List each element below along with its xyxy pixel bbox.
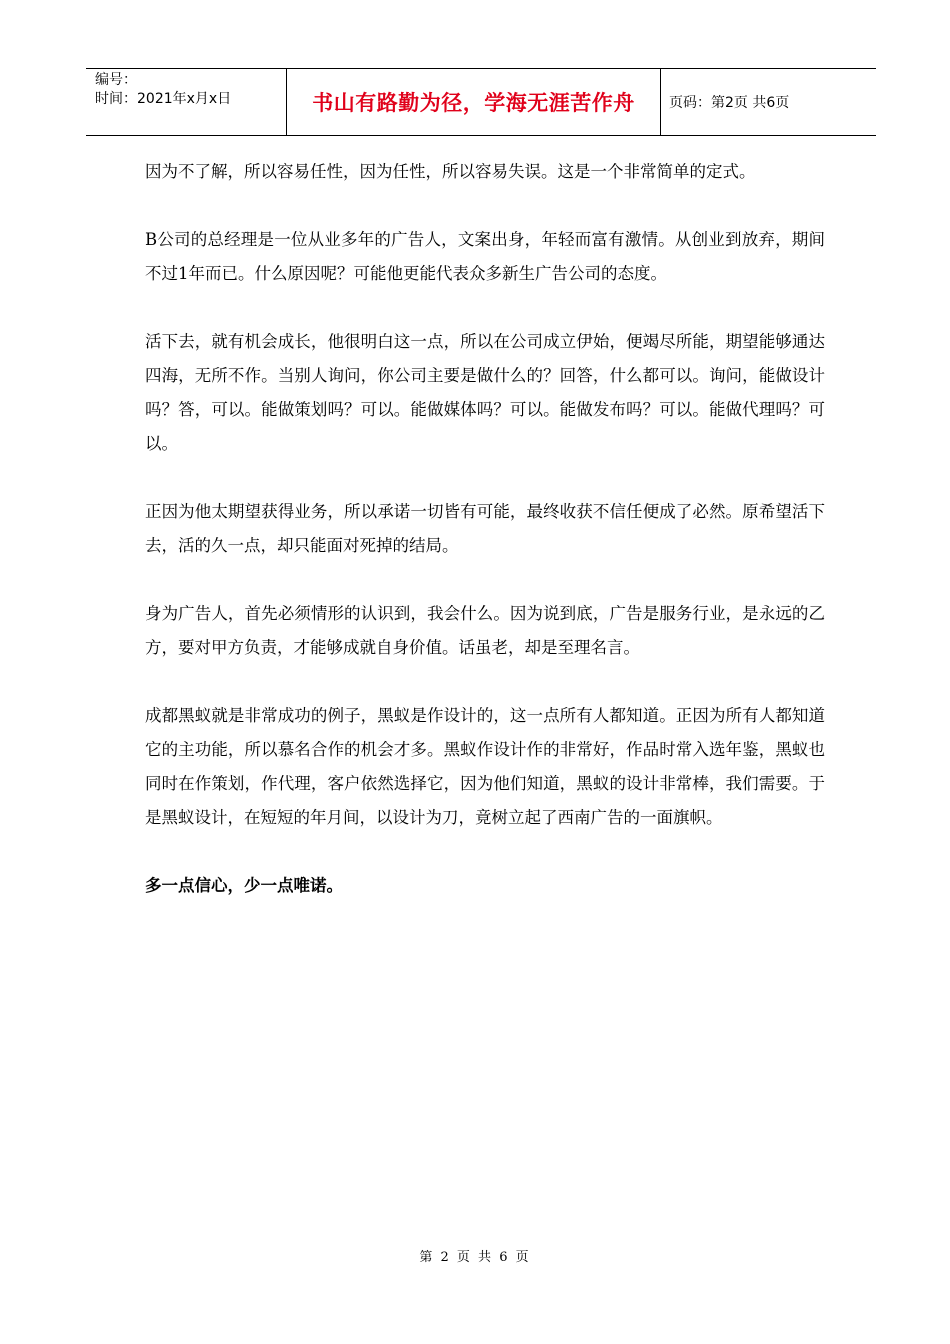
paragraph-5: 身为广告人，首先必须情形的认识到，我会什么。因为说到底，广告是服务行业，是永远的乙方，要对甲方负责，才能够成就自身价值。话虽老，却是至理名言。 xyxy=(145,604,825,657)
paragraph-closing-bold: 多一点信心，少一点唯诺。 xyxy=(145,876,343,895)
document-header xyxy=(86,68,876,136)
header-page-info: 页码：第2页 共6页 xyxy=(669,95,790,111)
document-time-label: 时间：2021年x月x日 xyxy=(95,91,232,107)
page-footer: 第 2 页 共 6 页 xyxy=(419,1250,531,1265)
document-number-label: 编号： xyxy=(95,72,137,88)
header-motto: 书山有路勤为径，学海无涯苦作舟 xyxy=(287,69,661,135)
document-body xyxy=(145,155,825,937)
header-meta-cell xyxy=(86,69,287,135)
paragraph-1: 因为不了解，所以容易任性，因为任性，所以容易失误。这是一个非常简单的定式。 xyxy=(145,162,756,181)
paragraph-4: 正因为他太期望获得业务，所以承诺一切皆有可能，最终收获不信任便成了必然。原希望活下去，活的久一点，却只能面对死掉的结局。 xyxy=(145,502,825,555)
paragraph-2: B公司的总经理是一位从业多年的广告人，文案出身，年轻而富有激情。从创业到放弃，期间不过1年而已。什么原因呢？可能他更能代表众多新生广告公司的态度。 xyxy=(145,230,825,283)
paragraph-6: 成都黑蚁就是非常成功的例子，黑蚁是作设计的，这一点所有人都知道。正因为所有人都知道它的主功能，所以慕名合作的机会才多。黑蚁作设计作的非常好，作品时常入选年鉴，黑蚁也同时在作策划，作代理，客户依然选择它，因为他们知道，黑蚁的设计非常棒，我们需要。于是黑蚁设计，在短短的年月间，以设计为刀，竟树立起了西南广告的一面旗帜。 xyxy=(145,706,825,827)
paragraph-3: 活下去，就有机会成长，他很明白这一点，所以在公司成立伊始，便竭尽所能，期望能够通达四海，无所不作。当别人询问，你公司主要是做什么的？回答，什么都可以。询问，能做设计吗？答，可以。能做策划吗？可以。能做媒体吗？可以。能做发布吗？可以。能做代理吗？可以。 xyxy=(145,332,825,453)
